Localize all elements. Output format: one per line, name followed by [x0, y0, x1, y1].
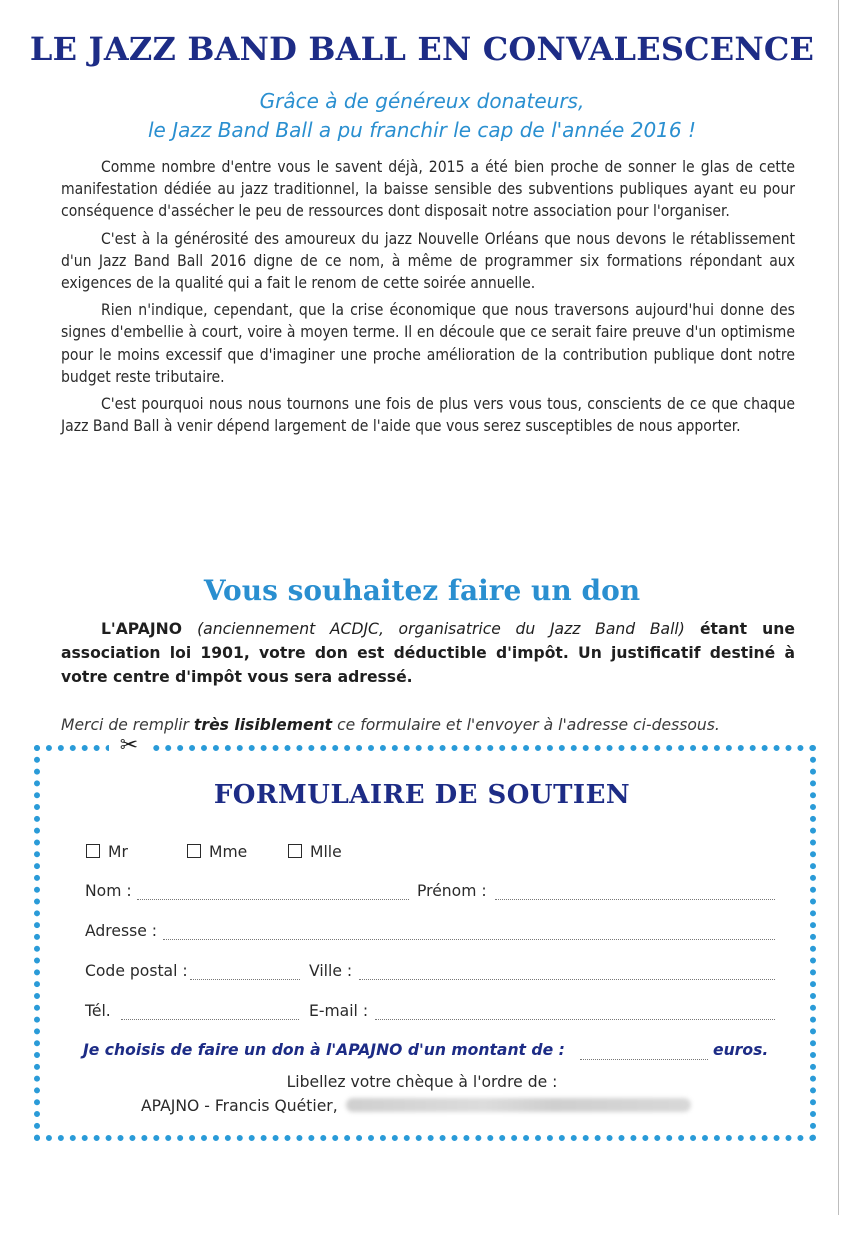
form-instructions [61, 716, 801, 734]
donation-lead: Je choisis de faire un don à l'APAJNO d'un montant de : [83, 1041, 565, 1059]
address-row [85, 922, 775, 944]
ville-label: Ville : [309, 962, 353, 980]
subtitle-line-2: le Jazz Band Ball a pu franchir le cap de l'année 2016 ! [147, 118, 696, 142]
civility-mr[interactable] [86, 843, 128, 861]
checkbox-icon[interactable] [187, 844, 201, 858]
redacted-address [346, 1098, 691, 1112]
donation-amount-row [83, 1041, 773, 1065]
subtitle [0, 87, 844, 145]
code-postal-label: Code postal : [85, 962, 188, 980]
form-title: FORMULAIRE DE SOUTIEN [213, 780, 631, 810]
civility-label: Mme [209, 843, 248, 861]
payee-name: APAJNO - Francis Quétier, [141, 1097, 338, 1115]
instructions-after: ce formulaire et l'envoyer à l'adresse ci-dessous. [337, 716, 720, 734]
adresse-field[interactable] [163, 939, 775, 940]
org-name: L'APAJNO [101, 620, 182, 638]
contact-row [85, 1002, 775, 1024]
donation-heading: Vous souhaitez faire un don [203, 574, 641, 607]
adresse-label: Adresse : [85, 922, 158, 940]
prenom-label: Prénom : [417, 882, 487, 900]
paragraph-4: C'est pourquoi nous nous tournons une fois de plus vers vous tous, conscients de ce que chaque Jazz Band Ball à venir dépend largement de l'aide que vous serez susceptibles de nous apporter. [61, 395, 795, 436]
donation-info [61, 617, 795, 689]
cheque-instruction: Libellez votre chèque à l'ordre de : [286, 1073, 558, 1091]
donation-info-text: étant une association loi 1901, votre don est déductible d'impôt. Un justificatif destiné à votre centre d'impôt vous sera adressé. [61, 620, 795, 686]
paragraph-1: Comme nombre d'entre vous le savent déjà, 2015 a été bien proche de sonner le glas de cette manifestation dédiée au jazz traditionnel, la baisse sensible des subventions publiques ayant eu pour conséquence d'assécher le peu de ressources dont disposait notre association pour l'organiser. [61, 158, 795, 221]
city-row [85, 962, 775, 984]
civility-mlle[interactable] [288, 843, 342, 861]
email-label: E-mail : [309, 1002, 369, 1020]
nom-field[interactable] [137, 899, 409, 900]
donation-unit: euros. [713, 1041, 769, 1059]
donation-amount-field[interactable] [580, 1059, 708, 1060]
civility-mme[interactable] [187, 843, 247, 861]
tel-field[interactable] [121, 1019, 299, 1020]
name-row [85, 882, 775, 904]
instructions-before: Merci de remplir [61, 716, 189, 734]
civility-label: Mr [108, 843, 128, 861]
checkbox-icon[interactable] [86, 844, 100, 858]
article-body [61, 156, 795, 442]
subtitle-line-1: Grâce à de généreux donateurs, [259, 89, 585, 113]
email-field[interactable] [375, 1019, 775, 1020]
payee-address [141, 1097, 691, 1115]
checkbox-icon[interactable] [288, 844, 302, 858]
paragraph-3: Rien n'indique, cependant, que la crise économique que nous traversons aujourd'hui donne des signes d'embellie à court, voire à moyen terme. Il en découle que ce serait faire preuve d'un optimisme pour le moins excessif que d'imaginer une proche amélioration de la contribution publique dont notre budget reste tributaire. [61, 301, 795, 386]
civility-label: Mlle [310, 843, 342, 861]
scissors-icon: ✂ [109, 734, 149, 758]
tel-label: Tél. [85, 1002, 111, 1020]
ville-field[interactable] [359, 979, 775, 980]
page-title: LE JAZZ BAND BALL EN CONVALESCENCE [29, 30, 815, 68]
prenom-field[interactable] [495, 899, 775, 900]
org-note: (anciennement ACDJC, organisatrice du Jazz Band Ball) [197, 620, 685, 638]
nom-label: Nom : [85, 882, 132, 900]
paragraph-2: C'est à la générosité des amoureux du jazz Nouvelle Orléans que nous devons le rétablissement d'un Jazz Band Ball 2016 digne de ce nom, à même de programmer six formations répondant aux exigences de la qualité qui a fait le renom de cette soirée annuelle. [61, 229, 795, 293]
instructions-emphasis: très lisiblement [193, 716, 333, 734]
code-postal-field[interactable] [190, 979, 300, 980]
